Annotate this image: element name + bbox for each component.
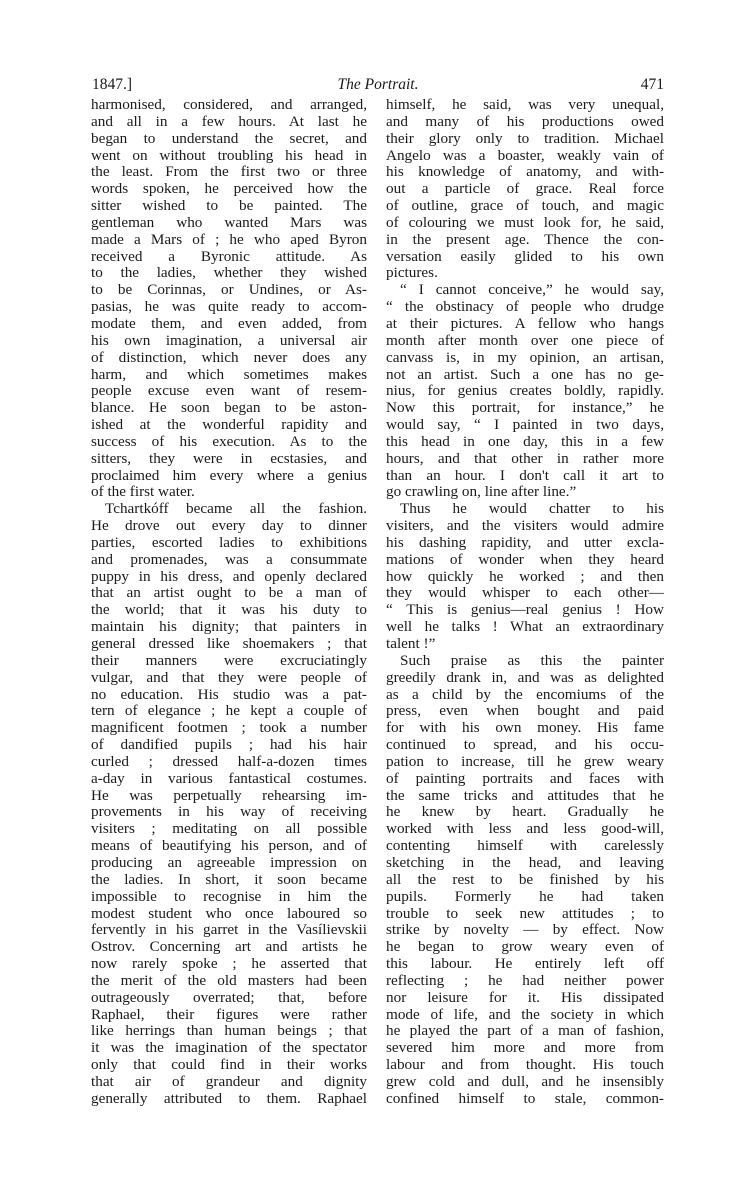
text-line: pictures.: [386, 264, 438, 282]
text-line: mode of life, and the society in which: [386, 1005, 664, 1023]
text-line: of colouring we must look for, he said,: [386, 213, 664, 231]
text-line: of distinction, which never does any: [91, 348, 367, 366]
text-line: press, even when bought and paid: [386, 702, 664, 720]
text-line: tern of elegance ; he kept a couple of: [91, 702, 367, 720]
text-line: harmonised, considered, and arranged,: [91, 96, 367, 113]
text-line: their manners were excruciatingly: [91, 651, 367, 669]
text-line: that an artist ought to be a man of: [91, 584, 367, 602]
text-line: month after month over one piece of: [386, 331, 664, 349]
text-line: strike by novelty — by effect. Now: [386, 921, 664, 939]
text-line: of outline, grace of touch, and magic: [386, 197, 664, 215]
text-line: fervently in his garret in the Vasílievskii: [91, 921, 367, 939]
text-line: only that could find in their works: [91, 1056, 367, 1074]
text-line: Thus he would chatter to his: [400, 500, 664, 518]
header-year: 1847.]: [92, 76, 133, 93]
text-line: than an hour. I don't call it art to: [386, 466, 664, 484]
text-line: his own imagination, a universal air: [91, 331, 367, 349]
text-line: this labour. He entirely left off: [386, 955, 664, 973]
text-line: this head in one day, this in a few: [386, 432, 664, 450]
text-line: generally attributed to them. Raphael: [91, 1089, 367, 1107]
text-line: as a child by the encomiums of the: [386, 685, 664, 703]
text-line: pasias, he was quite ready to accom-: [91, 298, 367, 316]
text-line: hours, and that other in rather more: [386, 449, 664, 467]
text-line: visiters ; meditating on all possible: [91, 820, 367, 838]
text-line: nor leisure for it. His dissipated: [386, 988, 664, 1006]
text-line: maintain his dignity; that painters in: [91, 618, 367, 636]
text-line: producing an agreeable impression on: [91, 853, 367, 871]
text-line: it was the imagination of the spectator: [91, 1039, 367, 1057]
text-line: “ the obstinacy of people who drudge: [386, 298, 664, 316]
text-line: trouble to seek new attitudes ; to: [386, 904, 664, 922]
text-line: Now this portrait, for instance,” he: [386, 399, 664, 417]
text-line: his knowledge of anatomy, and with-: [386, 163, 664, 181]
text-line: of the first water.: [91, 483, 195, 501]
text-line: worked with less and less good-will,: [386, 820, 664, 838]
text-line: magnificent footmen ; took a number: [91, 719, 367, 737]
text-line: modest student who once laboured so: [91, 904, 367, 922]
text-line: began to understand the secret, and: [91, 129, 367, 147]
text-line: success of his execution. As to the: [91, 432, 367, 450]
text-line: went on without troubling his head in: [91, 146, 367, 164]
text-line: gentleman who wanted Mars was: [91, 213, 367, 231]
text-line: puppy in his dress, and openly declared: [91, 567, 367, 585]
text-line: and all in a few hours. At last he: [91, 112, 367, 130]
running-header: [92, 76, 664, 96]
text-line: Raphael, their figures were rather: [91, 1005, 367, 1023]
text-line: would say, “ I painted in two days,: [386, 416, 664, 434]
text-line: greedily drank in, and was as delighted: [386, 668, 664, 686]
text-line: contenting himself with carelessly: [386, 837, 664, 855]
text-line: he began to grow weary even of: [386, 938, 664, 956]
text-line: visiters, and the visiters would admire: [386, 517, 664, 535]
text-line: Ostrov. Concerning art and artists he: [91, 938, 367, 956]
text-line: for with his own money. His fame: [386, 719, 664, 737]
text-line: He was perpetually rehearsing im-: [91, 786, 367, 804]
text-line: the merit of the old masters had been: [91, 971, 367, 989]
text-line: people excuse even want of resem-: [91, 382, 367, 400]
text-line: nius, for genius creates boldly, rapidly.: [386, 382, 664, 400]
text-line: words spoken, he perceived how the: [91, 180, 367, 198]
text-line: vulgar, and that they were people of: [91, 668, 367, 686]
text-line: harm, and which sometimes makes: [91, 365, 367, 383]
text-line: the same tricks and attitudes that he: [386, 786, 664, 804]
text-line: curled ; dressed half-a-dozen times: [91, 752, 367, 770]
text-line: in the present age. Thence the con-: [386, 230, 664, 248]
text-line: modate them, and even added, from: [91, 314, 367, 332]
text-line: out a particle of grace. Real force: [386, 180, 664, 198]
text-line: continued to spread, and his occu-: [386, 736, 664, 754]
text-line: his dashing rapidity, and utter excla-: [386, 533, 664, 551]
text-line: impossible to recognise in him the: [91, 887, 367, 905]
text-line: himself, he said, was very unequal,: [386, 96, 664, 113]
text-line: they would whisper to each other—: [386, 584, 664, 602]
text-line: he knew by heart. Gradually he: [386, 803, 664, 821]
text-line: made a Mars of ; he who aped Byron: [91, 230, 367, 248]
text-line: now rarely spoke ; he asserted that: [91, 955, 367, 973]
text-line: the least. From the first two or three: [91, 163, 367, 181]
text-line: general dressed like shoemakers ; that: [91, 635, 367, 652]
text-line: the world; that it was his duty to: [91, 601, 367, 619]
text-line: ished at the wonderful rapidity and: [91, 416, 367, 434]
left-column: [91, 97, 367, 1108]
text-line: well he talks ! What an extraordinary: [386, 618, 664, 636]
text-line: pation to increase, till he grew weary: [386, 752, 664, 770]
text-line: the ladies. In short, it soon became: [91, 870, 367, 888]
text-line: labour and from thought. His touch: [386, 1056, 664, 1074]
page-number: 471: [640, 76, 664, 93]
text-line: mations of wonder when they heard: [386, 550, 664, 568]
text-line: and many of his productions owed: [386, 112, 664, 130]
text-line: proclaimed him every where a genius: [91, 466, 367, 484]
text-line: to be Corinnas, or Undines, or As-: [91, 281, 367, 299]
text-line: at their pictures. A fellow who hangs: [386, 314, 664, 332]
text-line: he played the part of a man of fashion,: [386, 1022, 664, 1040]
text-line: to the ladies, whether they wished: [91, 264, 367, 282]
text-line: Angelo was a boaster, weakly vain of: [386, 146, 664, 164]
right-column: [386, 97, 664, 1108]
text-line: their glory only to tradition. Michael: [386, 129, 664, 147]
text-line: “ I cannot conceive,” he would say,: [400, 281, 664, 299]
text-line: “ This is genius—real genius ! How: [386, 601, 664, 619]
text-line: all the rest to be finished by his: [386, 870, 664, 888]
text-line: how quickly he worked ; and then: [386, 567, 664, 585]
text-line: sitter wished to be painted. The: [91, 197, 367, 215]
text-line: provements in his way of receiving: [91, 803, 367, 821]
text-line: Tchartkóff became all the fashion.: [105, 500, 367, 518]
text-line: means of beautifying his person, and of: [91, 837, 367, 855]
text-line: that air of grandeur and dignity: [91, 1072, 367, 1090]
text-line: severed him more and more from: [386, 1039, 664, 1057]
text-line: a-day in various fantastical costumes.: [91, 769, 367, 787]
header-title: The Portrait.: [337, 76, 419, 93]
text-line: sitters, they were in ecstasies, and: [91, 449, 367, 467]
text-line: sketching in the head, and leaving: [386, 853, 664, 871]
text-line: parties, escorted ladies to exhibitions: [91, 533, 367, 551]
text-line: reflecting ; he had neither power: [386, 971, 664, 989]
text-line: blance. He soon began to be aston-: [91, 399, 367, 417]
text-line: no education. His studio was a pat-: [91, 685, 367, 703]
text-line: received a Byronic attitude. As: [91, 247, 367, 265]
text-line: talent !”: [386, 635, 436, 652]
text-line: pupils. Formerly he had taken: [386, 887, 664, 905]
text-line: outrageously overrated; that, before: [91, 988, 367, 1006]
text-line: and promenades, was a consummate: [91, 550, 367, 568]
text-line: of painting portraits and faces with: [386, 769, 664, 787]
text-line: go crawling on, line after line.”: [386, 483, 577, 501]
text-line: Such praise as this the painter: [400, 651, 664, 669]
text-line: of dandified pupils ; had his hair: [91, 736, 367, 754]
text-line: like herrings than human beings ; that: [91, 1022, 367, 1040]
text-line: confined himself to stale, common-: [386, 1089, 664, 1107]
text-line: grew cold and dull, and he insensibly: [386, 1072, 664, 1090]
text-line: He drove out every day to dinner: [91, 517, 367, 535]
text-line: canvass is, in my opinion, an artisan,: [386, 348, 664, 366]
text-line: not an artist. Such a one has no ge-: [386, 365, 664, 383]
text-line: versation easily glided to his own: [386, 247, 664, 265]
